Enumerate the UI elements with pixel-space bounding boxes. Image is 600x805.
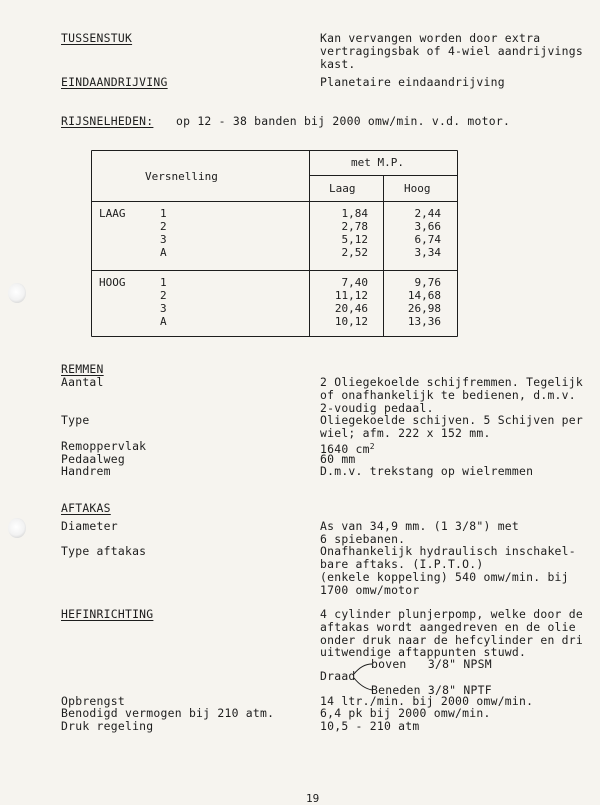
pedaalweg-label: Pedaalweg <box>61 452 125 466</box>
hefinrichting-line-2: aftakas wordt aangedreven en de olie <box>320 620 576 634</box>
hoog-value-cell: 3,66 <box>414 220 441 233</box>
diameter-label: Diameter <box>61 519 118 533</box>
hoog-value-cell: 14,68 <box>407 289 441 302</box>
gear-cell: 3 <box>160 233 167 246</box>
table-header-laag: Laag <box>329 182 356 195</box>
type-aftakas-line-1: Onafhankelijk hydraulisch inschakel- <box>320 544 576 558</box>
vermogen-label: Benodigd vermogen bij 210 atm. <box>61 706 275 720</box>
remmen-aantal-line-3: 2-voudig pedaal. <box>320 401 434 415</box>
type-aftakas-line-3: (enkele koppeling) 540 omw/min. bij <box>320 570 569 584</box>
gear-cell: 2 <box>160 220 167 233</box>
rijsnelheden-text: op 12 - 38 banden bij 2000 omw/min. v.d. motor. <box>176 114 511 128</box>
remmen-label: REMMEN <box>61 362 104 376</box>
gear-cell: 1 <box>160 276 167 289</box>
eindaandrijving-value: Planetaire eindaandrijving <box>320 75 505 89</box>
hoog-value-cell: 6,74 <box>414 233 441 246</box>
laag-value-cell: 7,40 <box>341 276 368 289</box>
pedaalweg-value: 60 mm <box>320 452 356 466</box>
aftakas-label: AFTAKAS <box>61 501 111 515</box>
laag-value-cell: 1,84 <box>341 207 368 220</box>
beneden-spec: Beneden 3/8" NPTF <box>371 683 492 697</box>
type-aftakas-line-4: 1700 omw/motor <box>320 583 420 597</box>
draad-label: Draad <box>320 669 356 683</box>
remmen-type-line-1: Oliegekoelde schijven. 5 Schijven per <box>320 413 583 427</box>
remmen-type-line-2: wiel; afm. 222 x 152 mm. <box>320 426 491 440</box>
tussenstuk-line-3: kast. <box>320 57 356 71</box>
remoppervlak-superscript: 2 <box>369 442 375 451</box>
gear-cell: 1 <box>160 207 167 220</box>
opbrengst-label: Opbrengst <box>61 694 125 708</box>
group-name-hoog: HOOG <box>99 276 126 289</box>
hefinrichting-line-1: 4 cylinder plunjerpomp, welke door de <box>320 607 583 621</box>
type-aftakas-label: Type aftakas <box>61 544 147 558</box>
laag-value-cell: 5,12 <box>341 233 368 246</box>
eindaandrijving-label: EINDAANDRIJVING <box>61 75 168 89</box>
group-name-laag: LAAG <box>99 207 126 220</box>
opbrengst-value: 14 ltr./min. bij 2000 omw/min. <box>320 694 534 708</box>
remmen-aantal-line-2: of onafhankelijk te bedienen, d.m.v. <box>320 388 576 402</box>
tussenstuk-line-1: Kan vervangen worden door extra <box>320 31 541 45</box>
speed-table <box>91 150 458 337</box>
punch-hole-bottom <box>8 518 26 538</box>
hoog-value-cell: 2,44 <box>414 207 441 220</box>
type-aftakas-line-2: bare aftaks. (I.P.T.O.) <box>320 557 484 571</box>
table-header-hoog: Hoog <box>404 182 431 195</box>
gear-cell: 3 <box>160 302 167 315</box>
rijsnelheden-label: RIJSNELHEDEN: <box>61 114 154 128</box>
laag-value-cell: 2,78 <box>341 220 368 233</box>
laag-value-cell: 2,52 <box>341 246 368 259</box>
hoog-value-cell: 26,98 <box>407 302 441 315</box>
table-header-group: met M.P. <box>351 156 404 169</box>
boven-spec: boven 3/8" NPSM <box>371 657 492 671</box>
gear-cell: 2 <box>160 289 167 302</box>
remmen-type-label: Type <box>61 413 90 427</box>
page-number: 19 <box>306 792 320 805</box>
diameter-line-1: As van 34,9 mm. (1 3/8") met <box>320 519 520 533</box>
druk-label: Druk regeling <box>61 719 154 733</box>
hefinrichting-label: HEFINRICHTING <box>61 607 154 621</box>
hoog-value-cell: 3,34 <box>414 246 441 259</box>
table-header-versnelling: Versnelling <box>145 170 218 183</box>
handrem-value: D.m.v. trekstang op wielremmen <box>320 464 534 478</box>
remoppervlak-label: Remoppervlak <box>61 439 147 453</box>
hefinrichting-line-3: onder druk naar de hefcylinder en dri <box>320 633 583 647</box>
laag-value-cell: 20,46 <box>334 302 368 315</box>
remmen-aantal-label: Aantal <box>61 375 104 389</box>
gear-cell: A <box>160 246 167 259</box>
remmen-aantal-line-1: 2 Oliegekoelde schijfremmen. Tegelijk <box>320 375 583 389</box>
remoppervlak-number: 1640 cm <box>320 442 370 456</box>
hoog-value-cell: 13,36 <box>407 315 441 328</box>
tussenstuk-line-2: vertragingsbak of 4-wiel aandrijvings <box>320 44 583 58</box>
gear-cell: A <box>160 315 167 328</box>
vermogen-value: 6,4 pk bij 2000 omw/min. <box>320 706 491 720</box>
diameter-line-2: 6 spiebanen. <box>320 532 406 546</box>
laag-value-cell: 10,12 <box>334 315 368 328</box>
laag-value-cell: 11,12 <box>334 289 368 302</box>
tussenstuk-label: TUSSENSTUK <box>61 31 133 45</box>
hoog-value-cell: 9,76 <box>414 276 441 289</box>
handrem-label: Handrem <box>61 464 111 478</box>
punch-hole-top <box>8 283 26 303</box>
hefinrichting-line-4: uitwendige aftappunten stuwd. <box>320 645 527 659</box>
druk-value: 10,5 - 210 atm <box>320 719 420 733</box>
